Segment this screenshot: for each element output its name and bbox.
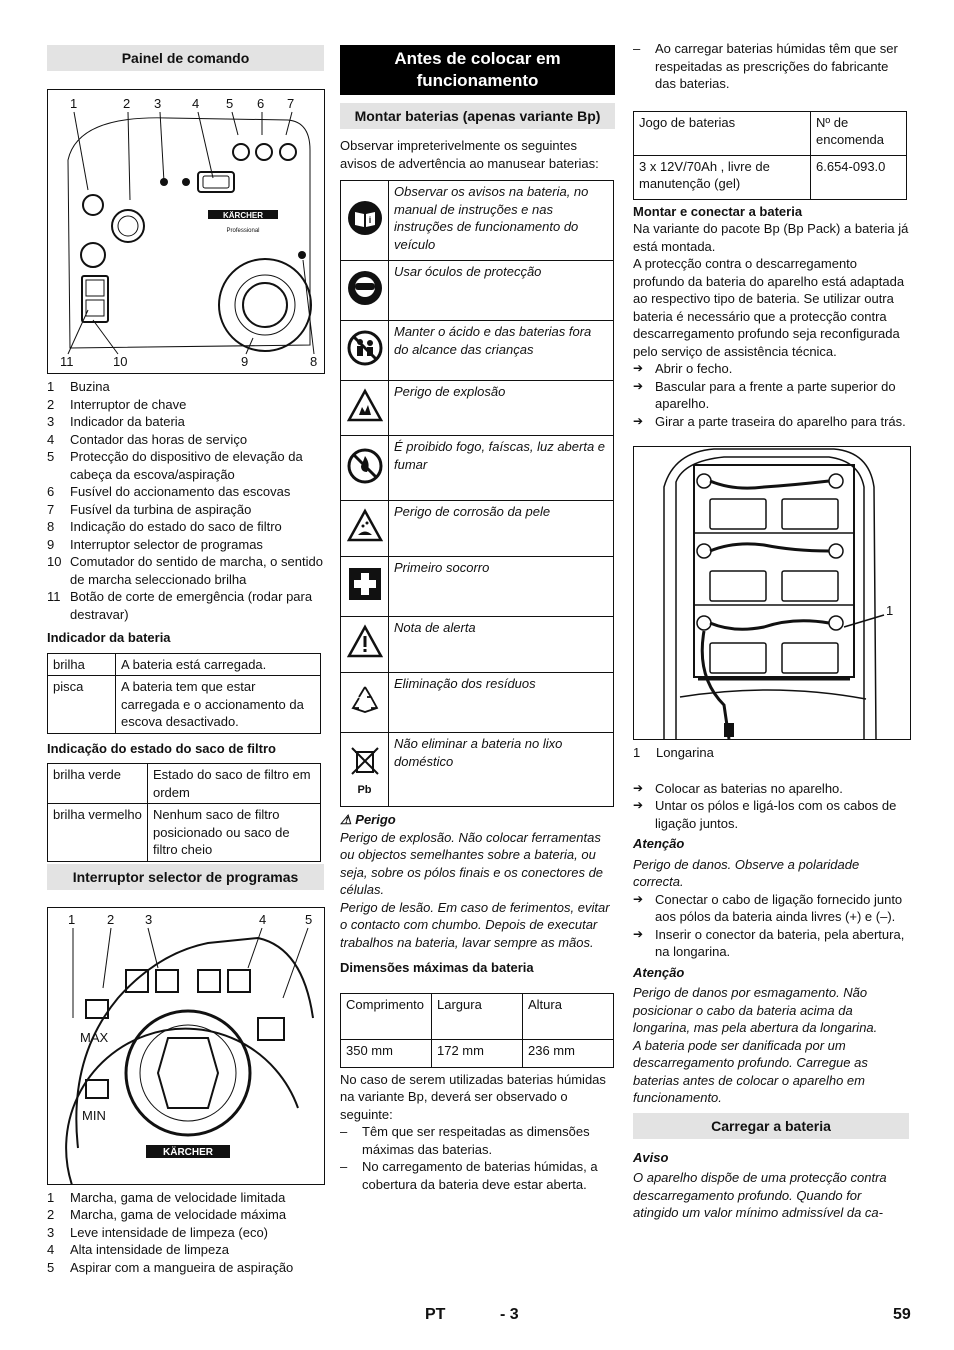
charge-heading: Carregar a bateria <box>633 1113 909 1139</box>
warning-icon-cell <box>341 733 389 807</box>
max-label: MAX <box>80 1029 109 1045</box>
battery-figure <box>633 446 911 740</box>
warning-text: Não eliminar a bateria no lixo doméstico <box>389 733 614 807</box>
list-number: 2 <box>47 396 55 412</box>
table-cell: Altura <box>523 993 614 1039</box>
step-item <box>633 926 909 961</box>
table-cell: 350 mm <box>341 1039 432 1067</box>
table-row <box>341 381 614 436</box>
danger-block <box>340 811 615 951</box>
panel-items-list <box>47 378 324 623</box>
list-item <box>47 483 324 501</box>
arrow-right-icon: ➔ <box>633 891 644 906</box>
list-text: Buzina <box>70 379 110 394</box>
list-number: 10 <box>47 554 62 569</box>
attention-2-label: Atenção <box>633 964 685 980</box>
dims-table <box>340 993 614 1068</box>
warning-text: Manter o ácido e das baterias fora do alcance das crianças <box>389 321 614 381</box>
list-item <box>47 501 324 519</box>
attention-1-text: Perigo de danos. Observe a polaridade correcta. <box>633 856 860 889</box>
warning-text: Eliminação dos resíduos <box>389 673 614 733</box>
list-item <box>47 536 324 554</box>
warning-icon-cell <box>341 617 389 673</box>
table-row <box>634 111 907 155</box>
list-number: 9 <box>47 536 55 552</box>
list-text: Interruptor de chave <box>70 396 187 412</box>
arrow-right-icon: ➔ <box>633 361 644 375</box>
list-item <box>47 588 324 623</box>
battery-set-table <box>633 111 907 200</box>
dash-list <box>340 1123 615 1193</box>
panel-label-8: 8 <box>310 354 318 369</box>
table-cell: brilha verde <box>48 764 148 804</box>
goggles-icon <box>347 270 383 311</box>
table-cell: Nenhum saco de filtro posicionado ou saco de filtro cheio <box>148 804 321 862</box>
attention-2-text-2: A bateria pode ser danificada por um descarregamento profundo. Carregue as baterias antes de colocar o aparelho em funcionamento. <box>633 1037 868 1105</box>
dash-item: – Ao carregar baterias húmidas têm que ser respeitadas as prescrições do fabricante das baterias. <box>633 41 898 91</box>
table-row <box>341 733 614 807</box>
list-text: Indicação do estado do saco de filtro <box>70 519 282 534</box>
battery-indicator-table <box>47 653 321 734</box>
list-item <box>47 448 324 483</box>
svg-text:i: i <box>368 215 371 226</box>
selector-label-5: 5 <box>305 911 313 927</box>
panel-label-4: 4 <box>192 96 200 111</box>
step-item <box>633 378 909 413</box>
step-item <box>633 797 909 832</box>
list-item <box>47 1224 324 1242</box>
warning-text: Observar os avisos na bateria, no manual de instruções e nas instruções de funcionamento do veículo <box>389 181 614 261</box>
table-row <box>341 501 614 557</box>
min-label: MIN <box>82 1107 106 1123</box>
battery-fig-items: 1 Longarina <box>633 745 714 760</box>
attention-1-label: Atenção <box>633 836 685 851</box>
warning-icon-cell <box>341 181 389 261</box>
list-item <box>47 1259 324 1277</box>
step-text: Bascular para a frente a parte superior do aparelho. <box>655 378 896 411</box>
footer-language: PT <box>425 1306 446 1323</box>
attention-2-text-1: Perigo de danos por esmagamento. Não posicionar o cabo da bateria acima da longarina, mas pela abertura da longarina. <box>633 985 878 1035</box>
table-row <box>341 993 614 1039</box>
connect-heading: Montar e conectar a bateria <box>633 203 803 219</box>
panel-label-11: 11 <box>60 354 74 369</box>
other-batteries-text: No caso de serem utilizadas baterias húmidas na variante Bp, deverá ser observado o seguinte: <box>340 1071 606 1122</box>
dash-item: – Têm que ser respeitadas as dimensões máximas das baterias. <box>340 1124 590 1157</box>
icon-subtext: Pb <box>357 783 372 796</box>
panel-label-5: 5 <box>226 96 234 111</box>
section-heading: Antes de colocar em funcionamento <box>340 45 615 95</box>
list-number: 2 <box>47 1207 55 1222</box>
table-row <box>48 676 321 734</box>
list-text: Alta intensidade de limpeza <box>70 1242 229 1257</box>
arrow-right-icon: ➔ <box>633 413 644 428</box>
no-fire-icon <box>347 448 383 489</box>
battery-fig-label-1: 1 <box>886 603 894 618</box>
notice-text: O aparelho dispõe de uma protecção contra descarregamento profundo. Quando for atingido um valor mínimo admissível da ca- <box>633 1170 887 1220</box>
table-cell: A bateria está carregada. <box>116 653 321 676</box>
table-row <box>48 804 321 862</box>
list-text: Fusível do accionamento das escovas <box>70 484 291 499</box>
list-text: Aspirar com a mangueira de aspiração <box>70 1259 294 1275</box>
arrow-right-icon: ➔ <box>633 926 644 941</box>
step-item <box>633 780 909 798</box>
mount-intro: Observar impreterivelmente os seguintes avisos de advertência ao manusear baterias: <box>340 138 599 171</box>
list-text: Marcha, gama de velocidade máxima <box>70 1207 287 1222</box>
table-cell: 236 mm <box>523 1039 614 1067</box>
table-cell: 172 mm <box>432 1039 523 1067</box>
control-panel-figure <box>47 89 325 374</box>
danger-label: Perigo <box>355 812 396 827</box>
warning-icon-cell <box>341 261 389 321</box>
list-text: Marcha, gama de velocidade limitada <box>70 1189 286 1205</box>
panel-heading: Painel de comando <box>47 45 324 71</box>
warning-text: Usar óculos de protecção <box>389 261 614 321</box>
children-icon <box>347 330 383 371</box>
table-cell: A bateria tem que estar carregada e o accionamento da escova desactivado. <box>116 676 321 734</box>
selector-brand-logo: KÄRCHER <box>163 1146 213 1158</box>
list-text: Leve intensidade de limpeza (eco) <box>70 1224 269 1240</box>
list-number: 11 <box>47 589 61 604</box>
table-row <box>341 1039 614 1067</box>
corrosion-icon <box>347 508 383 549</box>
list-item <box>47 431 324 449</box>
selector-items-list <box>47 1189 324 1277</box>
manual-icon <box>347 200 383 241</box>
table-row <box>48 653 321 676</box>
arrow-right-icon: ➔ <box>633 798 644 812</box>
table-cell: pisca <box>48 676 116 734</box>
arrow-right-icon: ➔ <box>633 780 644 795</box>
step-text: Girar a parte traseira do aparelho para trás. <box>655 413 906 429</box>
list-number: 4 <box>47 431 55 447</box>
list-number: 1 <box>47 379 55 394</box>
list-text: Indicador da bateria <box>70 414 185 429</box>
table-row <box>634 155 907 199</box>
step-text: Inserir o conector da bateria, pela abertura, na longarina. <box>655 926 905 959</box>
list-number: 8 <box>47 519 55 534</box>
list-text: Fusível da turbina de aspiração <box>70 501 252 517</box>
warning-icon-cell <box>341 436 389 501</box>
step-item <box>633 891 909 926</box>
table-cell: Largura <box>432 993 523 1039</box>
panel-label-2: 2 <box>123 96 131 111</box>
mount-heading: Montar baterias (apenas variante Bp) <box>340 103 615 129</box>
warning-triangle-icon: ⚠ <box>340 812 356 827</box>
filter-indicator-heading: Indicação do estado do saco de filtro <box>47 740 276 756</box>
alert-icon <box>347 624 383 665</box>
table-row <box>341 321 614 381</box>
table-cell: Estado do saco de filtro em ordem <box>148 764 321 804</box>
danger-text-2: Perigo de lesão. Em caso de ferimentos, evitar o contacto com chumbo. Depois de executar trabalhos na bateria, lavar sempre as mãos. <box>340 899 610 950</box>
filter-indicator-table <box>47 763 321 862</box>
panel-label-7: 7 <box>287 96 295 111</box>
footer-page-number: 59 <box>893 1306 911 1323</box>
table-cell: 6.654-093.0 <box>811 155 907 199</box>
dash-item: – No carregamento de baterias húmidas, a cobertura da bateria deve estar aberta. <box>340 1159 598 1192</box>
table-row <box>48 764 321 804</box>
list-item <box>47 518 324 536</box>
list-text: Comutador do sentido de marcha, o sentido de marcha seleccionado brilha <box>70 554 323 587</box>
selector-label-3: 3 <box>145 911 153 927</box>
list-item <box>47 1189 324 1207</box>
explosion-icon <box>347 388 383 429</box>
dims-heading: Dimensões máximas da bateria <box>340 960 534 975</box>
battery-indicator-heading: Indicador da bateria <box>47 630 171 645</box>
table-cell: Comprimento <box>341 993 432 1039</box>
table-cell: brilha vermelho <box>48 804 148 862</box>
warning-icon-cell <box>341 501 389 557</box>
table-cell: 3 x 12V/70Ah , livre de manutenção (gel) <box>634 155 811 199</box>
warning-text: Perigo de explosão <box>389 381 614 436</box>
table-row <box>341 436 614 501</box>
warning-icon-cell <box>341 381 389 436</box>
list-text: Contador das horas de serviço <box>70 431 248 447</box>
warning-text: Primeiro socorro <box>389 557 614 617</box>
panel-label-3: 3 <box>154 96 162 111</box>
selector-label-2: 2 <box>107 911 115 927</box>
danger-text-1: Perigo de explosão. Não colocar ferramentas ou objectos semelhantes sobre a bateria, ou seja, sobre os pólos finais e os conectores de células. <box>340 829 604 897</box>
table-cell: brilha <box>48 653 116 676</box>
table-cell: Nº de encomenda <box>811 111 907 155</box>
step-text: Untar os pólos e ligá-los com os cabos de ligação juntos. <box>655 798 897 831</box>
list-item <box>47 396 324 414</box>
connect-text-2: A protecção contra o descarregamento profundo da bateria do aparelho está adaptada ao respectivo tipo de bateria. Se utilizar outra bateria é necessário que a protecção contra descarregamento profundo seja reconfigurada pelo serviço de assistência técnica. <box>633 256 905 359</box>
column-2 <box>340 40 615 1193</box>
no-trash-icon <box>347 743 383 784</box>
step-item <box>633 413 909 431</box>
table-row <box>341 181 614 261</box>
step-text: Colocar as baterias no aparelho. <box>655 780 843 796</box>
list-number: 3 <box>47 1224 55 1240</box>
list-item <box>47 1241 324 1259</box>
warning-icon-cell <box>341 673 389 733</box>
list-number: 3 <box>47 414 55 429</box>
step-text: Abrir o fecho. <box>655 361 733 376</box>
list-number: 5 <box>47 449 55 464</box>
step-text: Conectar o cabo de ligação fornecido junto aos pólos da bateria ainda livres (+) e (–). <box>655 891 903 924</box>
table-cell: Jogo de baterias <box>634 111 811 155</box>
selector-label-4: 4 <box>259 911 267 927</box>
panel-label-9: 9 <box>241 354 249 369</box>
list-item <box>47 1206 324 1224</box>
notice-label: Aviso <box>633 1149 669 1165</box>
table-row <box>341 617 614 673</box>
panel-brand-logo: KÄRCHER <box>223 211 263 220</box>
table-row <box>341 261 614 321</box>
column-3 <box>633 40 909 1222</box>
footer-local-page: - 3 <box>500 1306 519 1323</box>
list-number: 4 <box>47 1242 55 1257</box>
warning-icon-cell <box>341 321 389 381</box>
selector-heading: Interruptor selector de programas <box>47 864 324 890</box>
warning-icon-cell <box>341 557 389 617</box>
warning-text: É proibido fogo, faíscas, luz aberta e fumar <box>389 436 614 501</box>
list-item <box>47 553 324 588</box>
first-aid-icon <box>347 566 383 607</box>
list-number: 7 <box>47 501 55 517</box>
warning-text: Nota de alerta <box>389 617 614 673</box>
warnings-table <box>340 180 614 807</box>
step-item <box>633 360 909 378</box>
warning-text: Perigo de corrosão da pele <box>389 501 614 557</box>
program-selector-figure <box>47 907 325 1185</box>
list-text: Protecção do dispositivo de elevação da cabeça da escova/aspiração <box>70 449 303 482</box>
panel-label-6: 6 <box>257 96 265 111</box>
arrow-right-icon: ➔ <box>633 378 644 393</box>
list-number: 6 <box>47 484 55 499</box>
recycle-icon <box>347 682 383 723</box>
panel-label-1: 1 <box>70 96 78 111</box>
list-number: 5 <box>47 1259 55 1275</box>
connect-text-1: Na variante do pacote Bp (Bp Pack) a bateria já está montada. <box>633 221 909 254</box>
table-row <box>341 673 614 733</box>
table-row <box>341 557 614 617</box>
list-item <box>47 413 324 431</box>
list-item <box>47 378 324 396</box>
column-1 <box>47 40 324 1276</box>
list-text: Interruptor selector de programas <box>70 536 263 552</box>
panel-list <box>47 378 324 623</box>
list-number: 1 <box>47 1189 55 1205</box>
panel-label-10: 10 <box>113 354 128 369</box>
panel-model-text: Professional <box>226 228 260 234</box>
list-text: Botão de corte de emergência (rodar para destravar) <box>70 589 313 622</box>
selector-label-1: 1 <box>68 911 76 927</box>
